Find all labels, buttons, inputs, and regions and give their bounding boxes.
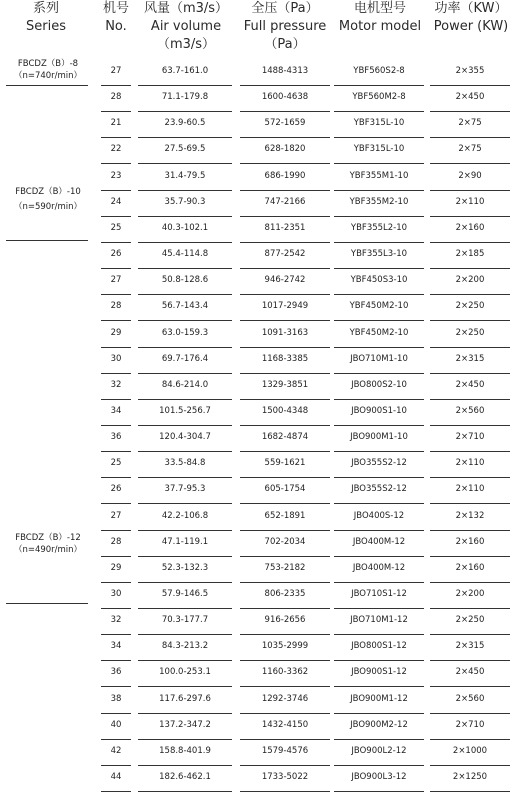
model-number-cell: 25 bbox=[110, 222, 122, 233]
power-cell: 2×90 bbox=[458, 170, 482, 181]
table-row bbox=[0, 84, 516, 112]
power-cell: 2×355 bbox=[455, 66, 485, 76]
motor-model-cell: JBO355S2-12 bbox=[351, 458, 407, 469]
motor-model-cell: YBF355M2-10 bbox=[349, 196, 409, 207]
model-number-cell: 32 bbox=[110, 615, 122, 626]
header-series-cn: 系列 bbox=[32, 1, 59, 16]
full-pressure-cell: 1091-3163 bbox=[261, 327, 309, 338]
header-air-en: Air volume bbox=[150, 19, 222, 34]
power-cell: 2×1000 bbox=[452, 745, 488, 756]
air-volume-cell: 84.6-214.0 bbox=[161, 379, 209, 390]
full-pressure-cell: 628-1820 bbox=[264, 144, 306, 155]
table-row bbox=[0, 372, 516, 400]
full-pressure-cell: 686-1990 bbox=[264, 170, 306, 181]
motor-model-cell: YBF355L3-10 bbox=[350, 249, 408, 260]
air-volume-cell: 69.7-176.4 bbox=[161, 353, 209, 364]
power-cell: 2×1250 bbox=[452, 772, 488, 783]
power-cell: 2×160 bbox=[455, 222, 485, 233]
full-pressure-cell: 1017-2949 bbox=[261, 301, 309, 312]
full-pressure-cell: 1579-4576 bbox=[261, 745, 309, 756]
full-pressure-cell: 702-2034 bbox=[264, 536, 306, 547]
model-number-cell: 30 bbox=[110, 353, 122, 364]
table-row bbox=[0, 476, 516, 504]
air-volume-cell: 47.1-119.1 bbox=[161, 536, 209, 547]
table-row bbox=[0, 346, 516, 374]
air-volume-cell: 52.3-132.3 bbox=[161, 562, 209, 573]
motor-model-cell: YBF355M1-10 bbox=[349, 170, 409, 181]
model-number-cell: 36 bbox=[110, 667, 122, 678]
air-volume-cell: 27.5-69.5 bbox=[164, 144, 206, 155]
air-volume-cell: 120.4-304.7 bbox=[159, 432, 211, 443]
air-volume-cell: 71.1-179.8 bbox=[161, 92, 209, 103]
table-row bbox=[0, 58, 516, 86]
table-row bbox=[0, 607, 516, 635]
header-power bbox=[428, 0, 514, 36]
header-full-pressure bbox=[238, 0, 332, 54]
full-pressure-cell: 946-2742 bbox=[264, 275, 306, 286]
model-number-cell: 26 bbox=[110, 249, 122, 260]
table-row bbox=[0, 633, 516, 661]
table-row bbox=[0, 189, 516, 217]
full-pressure-cell: 1035-2999 bbox=[261, 641, 309, 652]
full-pressure-cell: 1160-3362 bbox=[261, 667, 309, 678]
full-pressure-cell: 559-1621 bbox=[264, 458, 306, 469]
full-pressure-cell: 605-1754 bbox=[264, 484, 306, 495]
air-volume-cell: 70.3-177.7 bbox=[161, 615, 209, 626]
power-cell: 2×250 bbox=[455, 615, 485, 626]
full-pressure-cell: 806-2335 bbox=[264, 589, 306, 599]
series-name: FBCDZ（B）-12 bbox=[15, 533, 81, 543]
power-cell: 2×450 bbox=[455, 379, 485, 390]
model-number-cell: 36 bbox=[110, 432, 122, 443]
model-number-cell: 28 bbox=[110, 301, 122, 312]
power-cell: 2×110 bbox=[455, 196, 485, 207]
motor-model-cell: JBO900M1-10 bbox=[350, 432, 408, 443]
air-volume-cell: 182.6-462.1 bbox=[159, 772, 211, 783]
model-number-cell: 27 bbox=[110, 275, 122, 286]
header-motor-en: Motor model bbox=[338, 19, 422, 34]
motor-model-cell: YBF450M2-10 bbox=[349, 301, 409, 312]
model-number-cell: 42 bbox=[110, 745, 122, 756]
model-number-cell: 32 bbox=[110, 379, 122, 390]
header-air-cn: 风量（m3/s） bbox=[143, 1, 229, 16]
table-row bbox=[0, 241, 516, 269]
model-number-cell: 22 bbox=[110, 144, 122, 155]
full-pressure-cell: 1329-3851 bbox=[261, 379, 309, 390]
full-pressure-cell: 1432-4150 bbox=[261, 719, 309, 730]
table-row bbox=[0, 320, 516, 348]
full-pressure-cell: 1168-3385 bbox=[261, 353, 309, 364]
motor-model-cell: JBO900S1-10 bbox=[351, 405, 407, 416]
full-pressure-cell: 652-1891 bbox=[264, 510, 306, 521]
header-no-en: No. bbox=[105, 19, 127, 34]
power-cell: 2×200 bbox=[455, 589, 485, 599]
header-air-volume bbox=[136, 0, 236, 54]
motor-model-cell: YBF560M2-8 bbox=[352, 92, 406, 103]
motor-model-cell: JBO800S1-12 bbox=[351, 641, 407, 652]
power-cell: 2×710 bbox=[455, 719, 485, 730]
header-fp-cn: 全压（Pa） bbox=[251, 1, 319, 16]
full-pressure-cell: 1292-3746 bbox=[261, 693, 309, 704]
power-cell: 2×75 bbox=[458, 144, 482, 155]
motor-model-cell: YBF355L2-10 bbox=[350, 222, 408, 233]
motor-model-cell: JBO400M-12 bbox=[352, 536, 406, 547]
header-motor-cn: 电机型号 bbox=[353, 1, 406, 16]
motor-model-cell: JBO400S-12 bbox=[353, 510, 405, 521]
motor-model-cell: YBF315L-10 bbox=[353, 118, 405, 129]
header-power-cn: 功率（KW） bbox=[434, 1, 508, 16]
model-number-cell: 38 bbox=[110, 693, 122, 704]
model-number-cell: 29 bbox=[110, 327, 122, 338]
table-row bbox=[0, 529, 516, 557]
series-speed: （n=490r/min） bbox=[13, 545, 83, 555]
power-cell: 2×110 bbox=[455, 484, 485, 495]
full-pressure-cell: 1500-4348 bbox=[261, 405, 309, 416]
air-volume-cell: 31.4-79.5 bbox=[164, 170, 206, 181]
header-power-en: Power (KW) bbox=[433, 19, 509, 34]
air-volume-cell: 101.5-256.7 bbox=[159, 405, 211, 416]
series-speed: （n=740r/min） bbox=[13, 71, 83, 81]
table-row bbox=[0, 712, 516, 740]
model-number-cell: 25 bbox=[110, 458, 122, 469]
power-cell: 2×315 bbox=[455, 353, 485, 364]
model-number-cell: 34 bbox=[110, 641, 122, 652]
series-name: FBCDZ（B）-10 bbox=[15, 187, 81, 197]
model-number-cell: 26 bbox=[110, 484, 122, 495]
air-volume-cell: 35.7-90.3 bbox=[164, 196, 206, 207]
header-no bbox=[96, 0, 136, 36]
model-number-cell: 23 bbox=[110, 170, 122, 181]
table-row bbox=[0, 424, 516, 452]
table-row bbox=[0, 136, 516, 164]
motor-model-cell: JBO900S1-12 bbox=[351, 667, 407, 678]
motor-model-cell: YBF315L-10 bbox=[353, 144, 405, 155]
model-number-cell: 28 bbox=[110, 92, 122, 103]
series-speed: （n=590r/min） bbox=[13, 202, 83, 212]
air-volume-cell: 100.0-253.1 bbox=[159, 667, 211, 678]
air-volume-cell: 50.8-128.6 bbox=[161, 275, 209, 286]
model-number-cell: 27 bbox=[110, 66, 122, 76]
power-cell: 2×710 bbox=[455, 432, 485, 443]
table-row bbox=[0, 450, 516, 478]
air-volume-cell: 63.0-159.3 bbox=[161, 327, 209, 338]
motor-model-cell: JBO355S2-12 bbox=[351, 484, 407, 495]
power-cell: 2×75 bbox=[458, 118, 482, 129]
table-row bbox=[0, 686, 516, 714]
table-row bbox=[0, 110, 516, 138]
full-pressure-cell: 1488-4313 bbox=[261, 66, 309, 76]
header-motor-model bbox=[333, 0, 427, 36]
power-cell: 2×200 bbox=[455, 275, 485, 286]
power-cell: 2×560 bbox=[455, 693, 485, 704]
air-volume-cell: 117.6-297.6 bbox=[159, 693, 211, 704]
full-pressure-cell: 916-2656 bbox=[264, 615, 306, 626]
full-pressure-cell: 877-2542 bbox=[264, 249, 306, 260]
power-cell: 2×250 bbox=[455, 327, 485, 338]
air-volume-cell: 84.3-213.2 bbox=[161, 641, 209, 652]
motor-model-cell: JBO900L2-12 bbox=[351, 745, 407, 756]
air-volume-cell: 33.5-84.8 bbox=[164, 458, 206, 469]
header-no-cn: 机号 bbox=[102, 1, 129, 16]
motor-model-cell: JBO400M-12 bbox=[352, 562, 406, 573]
full-pressure-cell: 753-2182 bbox=[264, 562, 306, 573]
air-volume-cell: 23.9-60.5 bbox=[164, 118, 206, 129]
model-number-cell: 27 bbox=[110, 510, 122, 521]
table-row bbox=[0, 738, 516, 766]
full-pressure-cell: 1733-5022 bbox=[261, 772, 309, 783]
power-cell: 2×450 bbox=[455, 92, 485, 103]
full-pressure-cell: 747-2166 bbox=[264, 196, 306, 207]
header-air-unit: （m3/s） bbox=[156, 37, 216, 52]
power-cell: 2×250 bbox=[455, 301, 485, 312]
motor-model-cell: JBO900M1-12 bbox=[350, 693, 408, 704]
motor-model-cell: YBF560S2-8 bbox=[353, 66, 405, 76]
model-number-cell: 21 bbox=[110, 118, 122, 129]
motor-model-cell: JBO710S1-12 bbox=[351, 589, 407, 599]
air-volume-cell: 45.4-114.8 bbox=[161, 249, 209, 260]
model-number-cell: 29 bbox=[110, 562, 122, 573]
air-volume-cell: 57.9-146.5 bbox=[161, 589, 209, 599]
header-fp-en: Full pressure bbox=[243, 19, 327, 34]
motor-model-cell: YBF450S3-10 bbox=[350, 275, 408, 286]
model-number-cell: 24 bbox=[110, 196, 122, 207]
series-name: FBCDZ（B）-8 bbox=[17, 59, 79, 69]
motor-model-cell: JBO900M2-12 bbox=[350, 719, 408, 730]
motor-model-cell: JBO710M1-10 bbox=[350, 353, 408, 364]
power-cell: 2×160 bbox=[455, 562, 485, 573]
motor-model-cell: JBO710M1-12 bbox=[350, 615, 408, 626]
table-row bbox=[0, 555, 516, 583]
table-row bbox=[0, 659, 516, 687]
motor-model-cell: YBF450M2-10 bbox=[349, 327, 409, 338]
full-pressure-cell: 1682-4874 bbox=[261, 432, 309, 443]
power-cell: 2×450 bbox=[455, 667, 485, 678]
header-series-en: Series bbox=[26, 19, 66, 34]
air-volume-cell: 63.7-161.0 bbox=[161, 66, 209, 76]
motor-model-cell: JBO800S2-10 bbox=[351, 379, 407, 390]
header-series bbox=[4, 0, 88, 36]
table-row bbox=[0, 293, 516, 321]
power-cell: 2×110 bbox=[455, 458, 485, 469]
full-pressure-cell: 811-2351 bbox=[264, 222, 306, 233]
air-volume-cell: 56.7-143.4 bbox=[161, 301, 209, 312]
power-cell: 2×315 bbox=[455, 641, 485, 652]
power-cell: 2×560 bbox=[455, 405, 485, 416]
model-number-cell: 30 bbox=[110, 589, 122, 599]
model-number-cell: 28 bbox=[110, 536, 122, 547]
model-number-cell: 44 bbox=[110, 772, 122, 783]
air-volume-cell: 158.8-401.9 bbox=[159, 745, 211, 756]
power-cell: 2×160 bbox=[455, 536, 485, 547]
table-row bbox=[0, 581, 516, 609]
air-volume-cell: 40.3-102.1 bbox=[161, 222, 209, 233]
air-volume-cell: 137.2-347.2 bbox=[159, 719, 211, 730]
full-pressure-cell: 572-1659 bbox=[264, 118, 306, 129]
table-row bbox=[0, 398, 516, 426]
table-row bbox=[0, 215, 516, 243]
model-number-cell: 34 bbox=[110, 405, 122, 416]
motor-model-cell: JBO900L3-12 bbox=[351, 772, 407, 783]
air-volume-cell: 42.2-106.8 bbox=[161, 510, 209, 521]
air-volume-cell: 37.7-95.3 bbox=[164, 484, 206, 495]
power-cell: 2×185 bbox=[455, 249, 485, 260]
table-row bbox=[0, 764, 516, 792]
table-row bbox=[0, 163, 516, 191]
table-row bbox=[0, 503, 516, 531]
model-number-cell: 40 bbox=[110, 719, 122, 730]
power-cell: 2×132 bbox=[455, 510, 485, 521]
full-pressure-cell: 1600-4638 bbox=[261, 92, 309, 103]
header-fp-unit: （Pa） bbox=[264, 37, 306, 52]
table-row bbox=[0, 267, 516, 295]
